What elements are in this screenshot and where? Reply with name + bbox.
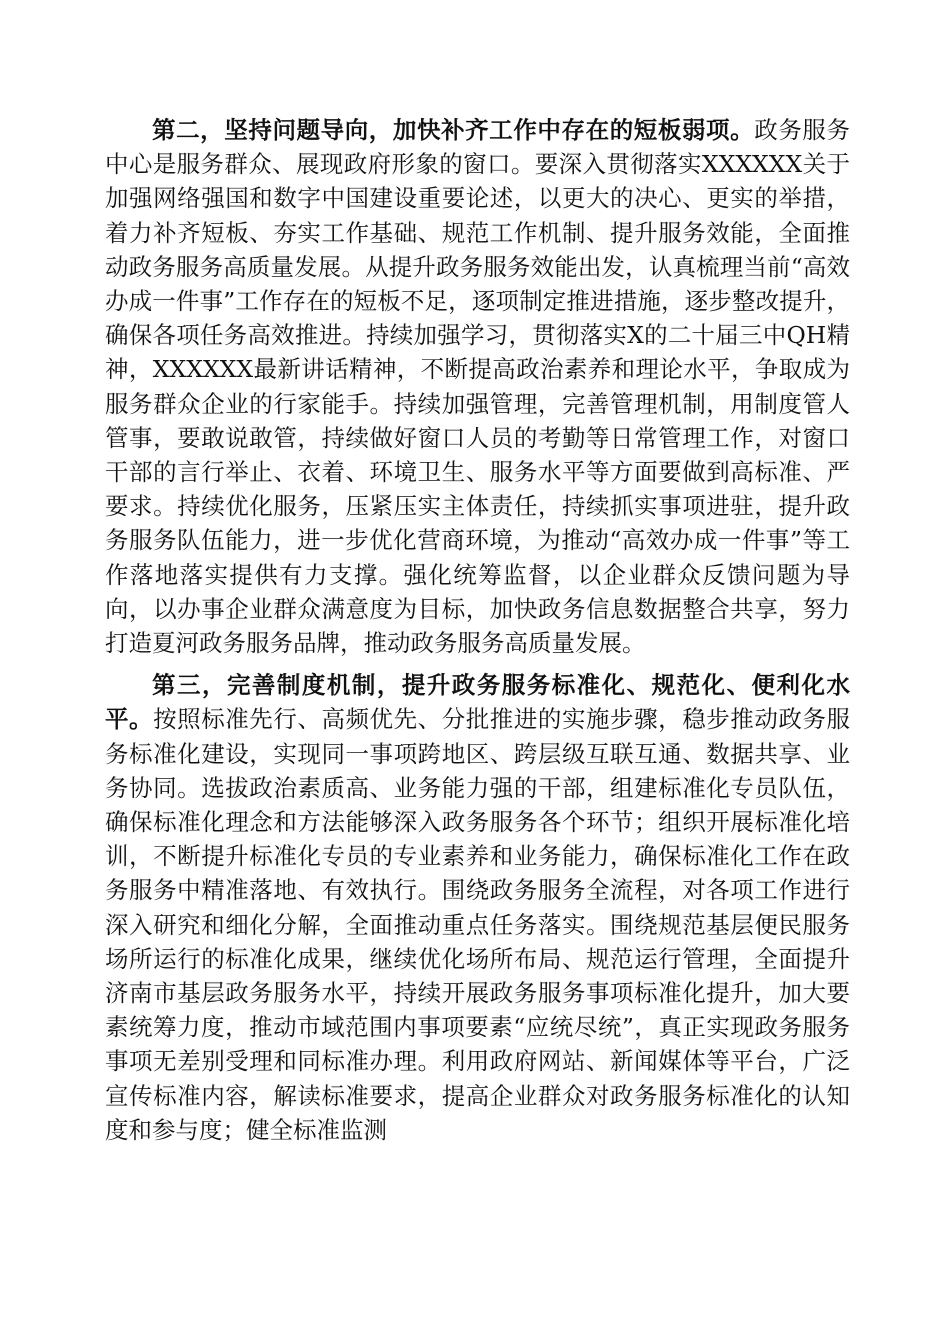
paragraph-third — [105, 668, 850, 1147]
paragraph-heading: 第二，坚持问题导向，加快补齐工作中存在的短板弱项。 — [152, 116, 755, 144]
paragraph-body: 政务服务中心是服务群众、展现政府形象的窗口。要深入贯彻落实XXXXXX关于加强网络强国和数字中国建设重要论述，以更大的决心、更实的举措，着力补齐短板、夯实工作基础、规范工作机制、提升服务效能，全面推动政务服务高质量发展。从提升政务服务效能出发，认真梳理当前“高效办成一件事”工作存在的短板不足，逐项制定推进措施，逐步整改提升，确保各项任务高效推进。持续加强学习，贯彻落实X的二十届三中QH精神，XXXXXX最新讲话精神，不断提高政治素养和理论水平，争取成为服务群众企业的行家能手。持续加强管理，完善管理机制，用制度管人管事，要敢说敢管，持续做好窗口人员的考勤等日常管理工作，对窗口干部的言行举止、衣着、环境卫生、服务水平等方面要做到高标准、严要求。持续优化服务，压紧压实主体责任，持续抓实事项进驻，提升政务服务队伍能力，进一步优化营商环境，为推动“高效办成一件事”等工作落地落实提供有力支撑。强化统筹监督，以企业群众反馈问题为导向，以办事企业群众满意度为目标，加快政务信息数据整合共享，努力打造夏河政务服务品牌，推动政务服务高质量发展。 — [105, 116, 851, 658]
document-page — [105, 113, 850, 1147]
paragraph-second — [105, 113, 850, 660]
paragraph-heading: 第三，完善制度机制，提升政务服务标准化、规范化、便利化水平。 — [105, 671, 850, 734]
paragraph-body: 按照标准先行、高频优先、分批推进的实施步骤，稳步推动政务服务标准化建设，实现同一事项跨地区、跨层级互联互通、数据共享、业务协同。选拔政治素质高、业务能力强的干部，组建标准化专员队伍，确保标准化理念和方法能够深入政务服务各个环节；组织开展标准化培训，不断提升标准化专员的专业素养和业务能力，确保标准化工作在政务服务中精准落地、有效执行。围绕政务服务全流程，对各项工作进行深入研究和细化分解，全面推动重点任务落实。围绕规范基层便民服务场所运行的标准化成果，继续优化场所布局、规范运行管理，全面提升济南市基层政务服务水平，持续开展政务服务事项标准化提升，加大要素统筹力度，推动市域范围内事项要素“应统尽统”，真正实现政务服务事项无差别受理和同标准办理。利用政府网站、新闻媒体等平台，广泛宣传标准内容，解读标准要求，提高企业群众对政务服务标准化的认知度和参与度；健全标准监测 — [105, 705, 851, 1144]
